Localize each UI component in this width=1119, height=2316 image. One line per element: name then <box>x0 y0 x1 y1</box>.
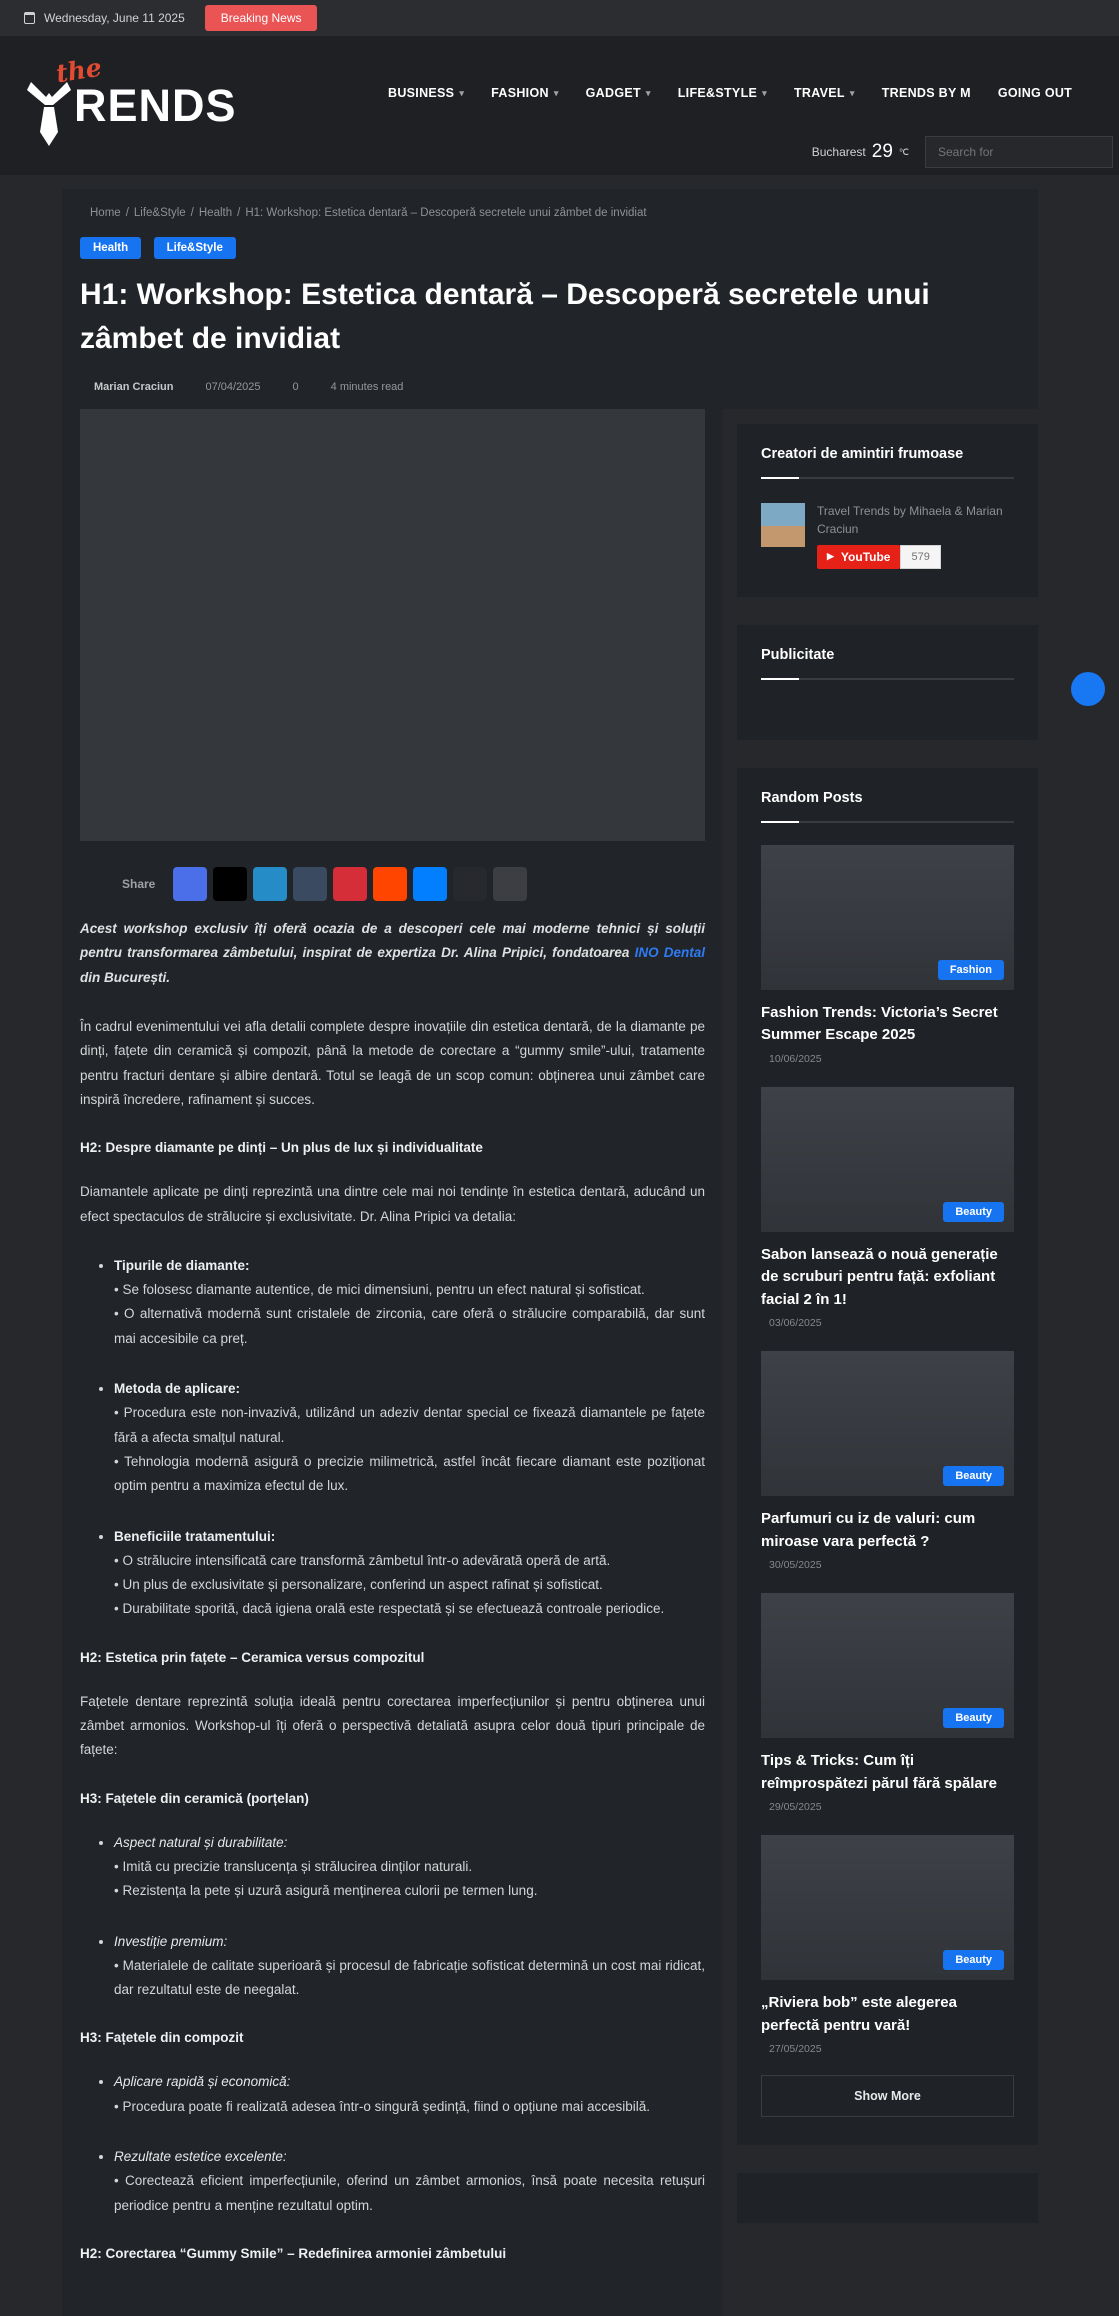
share-buttons <box>173 867 527 901</box>
article-blocks <box>80 1015 705 2261</box>
widget-title: Random Posts <box>761 789 863 806</box>
category-badge-lifestyle[interactable]: Life&Style <box>154 237 236 259</box>
article-list-item <box>114 2145 705 2218</box>
featured-image <box>80 409 705 841</box>
topbar-date: Wednesday, June 11 2025 <box>44 11 185 25</box>
lead-text: din București. <box>80 969 171 985</box>
publish-date: 07/04/2025 <box>205 381 261 394</box>
random-posts-list <box>761 845 1014 2056</box>
list-item-line: • O alternativă modernă sunt cristalele de zirconia, care oferă o strălucire comparabilă, dar sunt mai accesibile ca preț. <box>114 1306 705 1346</box>
share-x-twitter-button[interactable] <box>213 867 247 901</box>
post-title[interactable]: Sabon lansează o nouă generație de scruburi pentru față: exfoliant facial 2 în 1! <box>761 1245 998 1308</box>
list-item-line: • Imită cu precizie translucența și strălucirea dinților naturali. <box>114 1858 473 1874</box>
breadcrumb <box>90 207 1020 219</box>
list-item-line: • Se folosesc diamante autentice, de mici dimensiuni, pentru un efect natural și sofisticat. <box>114 1282 645 1298</box>
share-print-button[interactable] <box>493 867 527 901</box>
nav-item-going-out[interactable]: GOING OUT <box>997 86 1073 100</box>
nav-item-life-style[interactable]: LIFE&STYLE ▾ <box>677 86 767 100</box>
widget-title-underline <box>761 477 1014 479</box>
widget-title: Publicitate <box>761 646 835 663</box>
article-lead <box>80 917 705 990</box>
article-heading: H2: Corectarea “Gummy Smile” – Redefinirea armoniei zâmbetului <box>80 2245 507 2261</box>
category-badges <box>80 237 1020 259</box>
share-reddit-button[interactable] <box>373 867 407 901</box>
post-category-badge[interactable]: Beauty <box>943 1202 1004 1222</box>
random-posts-widget <box>737 768 1038 2146</box>
share-label: Share <box>122 877 156 892</box>
breadcrumb-separator: / <box>190 207 194 219</box>
nav-item-fashion[interactable]: FASHION ▾ <box>491 86 559 100</box>
article-list-item <box>114 2070 705 2119</box>
search-input[interactable] <box>925 136 1113 168</box>
random-post <box>761 1835 1014 2055</box>
youtube-button-label: YouTube <box>840 549 891 564</box>
category-badge-health[interactable]: Health <box>80 237 141 259</box>
post-date: 30/05/2025 <box>769 1559 822 1572</box>
post-category-badge[interactable]: Fashion <box>938 960 1004 980</box>
nav-item-business[interactable]: BUSINESS ▾ <box>388 86 465 100</box>
read-time: 4 minutes read <box>330 381 404 394</box>
article-heading: H2: Estetica prin fațete – Ceramica versus compozitul <box>80 1649 425 1665</box>
article-body <box>62 409 723 2316</box>
chevron-down-icon: ▾ <box>459 88 465 98</box>
list-item-line: • Materialele de calitate superioară și procesul de fabricație sofisticat determină un cost mai ridicat, dar rezultatul este de neegalat. <box>114 1957 705 1998</box>
list-item-line: • Un plus de exclusivitate și personalizare, conferind un aspect rafinat și sofisticat. <box>114 1577 603 1593</box>
article-paragraph: Fațetele dentare reprezintă soluția ideală pentru corectarea imperfecțiunilor și pentru obținerea unui zâmbet armonios. Workshop-ul îți oferă o perspectivă detaliată asupra celor două tipuri principale de fațete: <box>80 1693 705 1758</box>
list-item-line: • O strălucire intensificată care transformă zâmbetul într-o adevărată operă de artă. <box>114 1552 611 1568</box>
article-list-item <box>114 1831 705 1904</box>
share-messenger-button[interactable] <box>413 867 447 901</box>
youtube-subscribe-button[interactable] <box>817 545 900 569</box>
list-item-line: • Tehnologia modernă asigură o precizie milimetrică, astfel încât fiecare diamant este poziționat optim pentru a maximiza efectul de lux. <box>114 1453 705 1494</box>
article-list-item <box>114 1930 705 2003</box>
article-list-item <box>114 1254 705 1351</box>
header-right <box>812 136 1113 168</box>
chevron-down-icon: ▾ <box>553 88 559 98</box>
show-more-button[interactable]: Show More <box>761 2075 1014 2117</box>
chevron-down-icon: ▾ <box>849 88 855 98</box>
share-tumblr-button[interactable] <box>293 867 327 901</box>
list-item-line: • Corectează eficient imperfecțiunile, oferind un zâmbet armonios, însă poate necesita retușuri periodice pentru a menține rezultatul optim. <box>114 2173 705 2213</box>
article-heading: H3: Fațetele din ceramică (porțelan) <box>80 1790 309 1806</box>
tie-logo-icon <box>26 82 72 152</box>
post-date: 10/06/2025 <box>769 1052 822 1065</box>
list-item-line: • Durabilitate sporită, dacă igiena orală este respectată și se efectuează controale periodice. <box>114 1601 665 1617</box>
list-item-line: • Procedura poate fi realizată adesea într-o singură ședință, fiind o opțiune mai accesibilă. <box>114 2098 651 2114</box>
partial-widget <box>737 2173 1038 2223</box>
post-title[interactable]: Parfumuri cu iz de valuri: cum miroase vara perfectă ? <box>761 1510 976 1550</box>
post-category-badge[interactable]: Beauty <box>943 1466 1004 1486</box>
author-name[interactable]: Marian Craciun <box>94 381 174 394</box>
share-linkedin-button[interactable] <box>253 867 287 901</box>
weather-city: Bucharest <box>811 145 866 159</box>
nav-item-travel[interactable]: TRAVEL ▾ <box>793 86 855 100</box>
channel-thumbnail[interactable] <box>761 503 805 547</box>
random-post <box>761 845 1014 1065</box>
article-list-item <box>114 1525 705 1622</box>
share-row <box>80 867 705 901</box>
list-item-heading: Aplicare rapidă și economică: <box>114 2074 291 2090</box>
site-header <box>0 36 1119 175</box>
breadcrumb-health[interactable]: Health <box>198 207 233 219</box>
site-logo[interactable] <box>24 52 237 168</box>
lead-text: Acest workshop exclusiv îți oferă ocazia de a descoperi cele mai moderne tehnici și soluții pentru transformarea zâmbetului, inspirat de expertiza Dr. Alina Pripici, fondatoarea <box>80 921 705 961</box>
post-date: 03/06/2025 <box>769 1317 822 1330</box>
post-title[interactable]: Fashion Trends: Victoria’s Secret Summer Escape 2025 <box>761 1003 998 1044</box>
ino-dental-link[interactable]: INO Dental <box>634 945 705 961</box>
list-item-heading: Beneficiile tratamentului: <box>114 1528 276 1544</box>
list-item-heading: Tipurile de diamante: <box>114 1257 250 1273</box>
ad-space <box>761 680 1014 712</box>
list-item-heading: Investiție premium: <box>114 1933 228 1949</box>
post-date: 29/05/2025 <box>769 1801 822 1814</box>
article-paragraph: Diamantele aplicate pe dinți reprezintă una dintre cele mai noi tendințe în estetica dentară, aducând un efect spectaculos de strălucire și exclusivitate. Dr. Alina Pripici va detalia: <box>80 1184 705 1224</box>
post-category-badge[interactable]: Beauty <box>943 1950 1004 1970</box>
channel-name: Travel Trends by Mihaela & Marian Craciun <box>817 504 1003 536</box>
article-list-item <box>114 1377 705 1498</box>
columns <box>62 409 1038 2316</box>
play-icon: ▶ <box>827 551 834 562</box>
list-item-heading: Aspect natural și durabilitate: <box>114 1834 288 1850</box>
chat-bubble-button[interactable] <box>1071 672 1105 706</box>
list-item-line: • Procedura este non-invazivă, utilizând un adeziv dentar special ce fixează diamantele pe fațete fără a afecta smalțul natural. <box>114 1405 705 1445</box>
breadcrumb-separator: / <box>237 207 241 219</box>
random-post <box>761 1351 1014 1571</box>
comments-count[interactable]: 0 <box>292 381 299 394</box>
youtube-subscribe-row <box>761 503 1014 569</box>
post-thumbnail[interactable] <box>761 1835 1014 1980</box>
post-title[interactable]: Tips & Tricks: Cum îți reîmprospătezi părul fără spălare <box>761 1752 997 1792</box>
page-title: H1: Workshop: Estetica dentară – Descoperă secretele unui zâmbet de invidiat <box>80 278 930 356</box>
breaking-news-button[interactable]: Breaking News <box>205 5 318 31</box>
breadcrumb-lifestyle[interactable]: Life&Style <box>133 207 186 219</box>
list-item-heading: Rezultate estetice excelente: <box>114 2148 287 2164</box>
widget-title-underline <box>761 678 1014 680</box>
weather-unit: ℃ <box>898 146 909 157</box>
random-post <box>761 1087 1014 1330</box>
article-list <box>80 2070 705 2217</box>
subscriber-count: 579 <box>900 545 940 569</box>
sidebar <box>737 424 1038 2223</box>
chevron-down-icon: ▾ <box>762 88 767 98</box>
random-post <box>761 1593 1014 1813</box>
share-pinterest-button[interactable] <box>333 867 367 901</box>
post-thumbnail[interactable] <box>761 845 1014 990</box>
youtube-widget <box>737 424 1038 597</box>
calendar-icon <box>24 12 35 24</box>
post-thumbnail[interactable] <box>761 1593 1014 1738</box>
article-list <box>80 1254 705 1622</box>
nav-item-gadget[interactable]: GADGET ▾ <box>585 86 651 100</box>
weather-widget <box>812 141 909 163</box>
widget-title: Creatori de amintiri frumoase <box>761 446 964 463</box>
post-thumbnail[interactable] <box>761 1087 1014 1232</box>
post-date: 27/05/2025 <box>769 2043 822 2056</box>
share-facebook-button[interactable] <box>173 867 207 901</box>
breadcrumb-current: H1: Workshop: Estetica dentară – Descoperă secretele unui zâmbet de invidiat <box>245 207 647 219</box>
widget-title-underline <box>761 821 1014 823</box>
ads-widget <box>737 625 1038 740</box>
breadcrumb-home[interactable]: Home <box>90 207 121 219</box>
content-area <box>62 189 1038 2316</box>
article-header <box>62 189 1038 409</box>
breadcrumb-separator: / <box>125 207 129 219</box>
list-item-heading: Metoda de aplicare: <box>114 1381 241 1397</box>
article-list <box>80 1831 705 2003</box>
post-category-badge[interactable]: Beauty <box>943 1708 1004 1728</box>
nav-item-trends-by-m[interactable]: TRENDS BY M <box>881 86 971 100</box>
weather-temp: 29 <box>871 141 893 162</box>
logo-script-text: the <box>54 52 104 89</box>
logo-text: RENDS <box>74 80 237 131</box>
article-meta <box>94 381 1020 393</box>
share-vk-button[interactable] <box>453 867 487 901</box>
topbar <box>0 0 1119 36</box>
article-paragraph: În cadrul evenimentului vei afla detalii complete despre inovațiile din estetica dentară, de la diamante pe dinți, fațete din ceramică și compozit, până la metode de corectare a “gummy smile”-ului, tratamente pentru fracturi dentare și albire dentară. Totul se leagă de un scop comun: obținerea unui zâmbet care inspiră încredere, rafinament și succes. <box>80 1019 705 1107</box>
article-heading: H2: Despre diamante pe dinți – Un plus de lux și individualitate <box>80 1140 483 1156</box>
list-item-line: • Rezistența la pete și uzură asigură menținerea culorii pe termen lung. <box>114 1883 538 1899</box>
post-thumbnail[interactable] <box>761 1351 1014 1496</box>
chevron-down-icon: ▾ <box>645 88 651 98</box>
main-nav <box>388 86 1072 100</box>
article-heading: H3: Fațetele din compozit <box>80 2030 244 2046</box>
post-title[interactable]: „Riviera bob” este alegerea perfectă pentru vară! <box>761 1994 957 2034</box>
